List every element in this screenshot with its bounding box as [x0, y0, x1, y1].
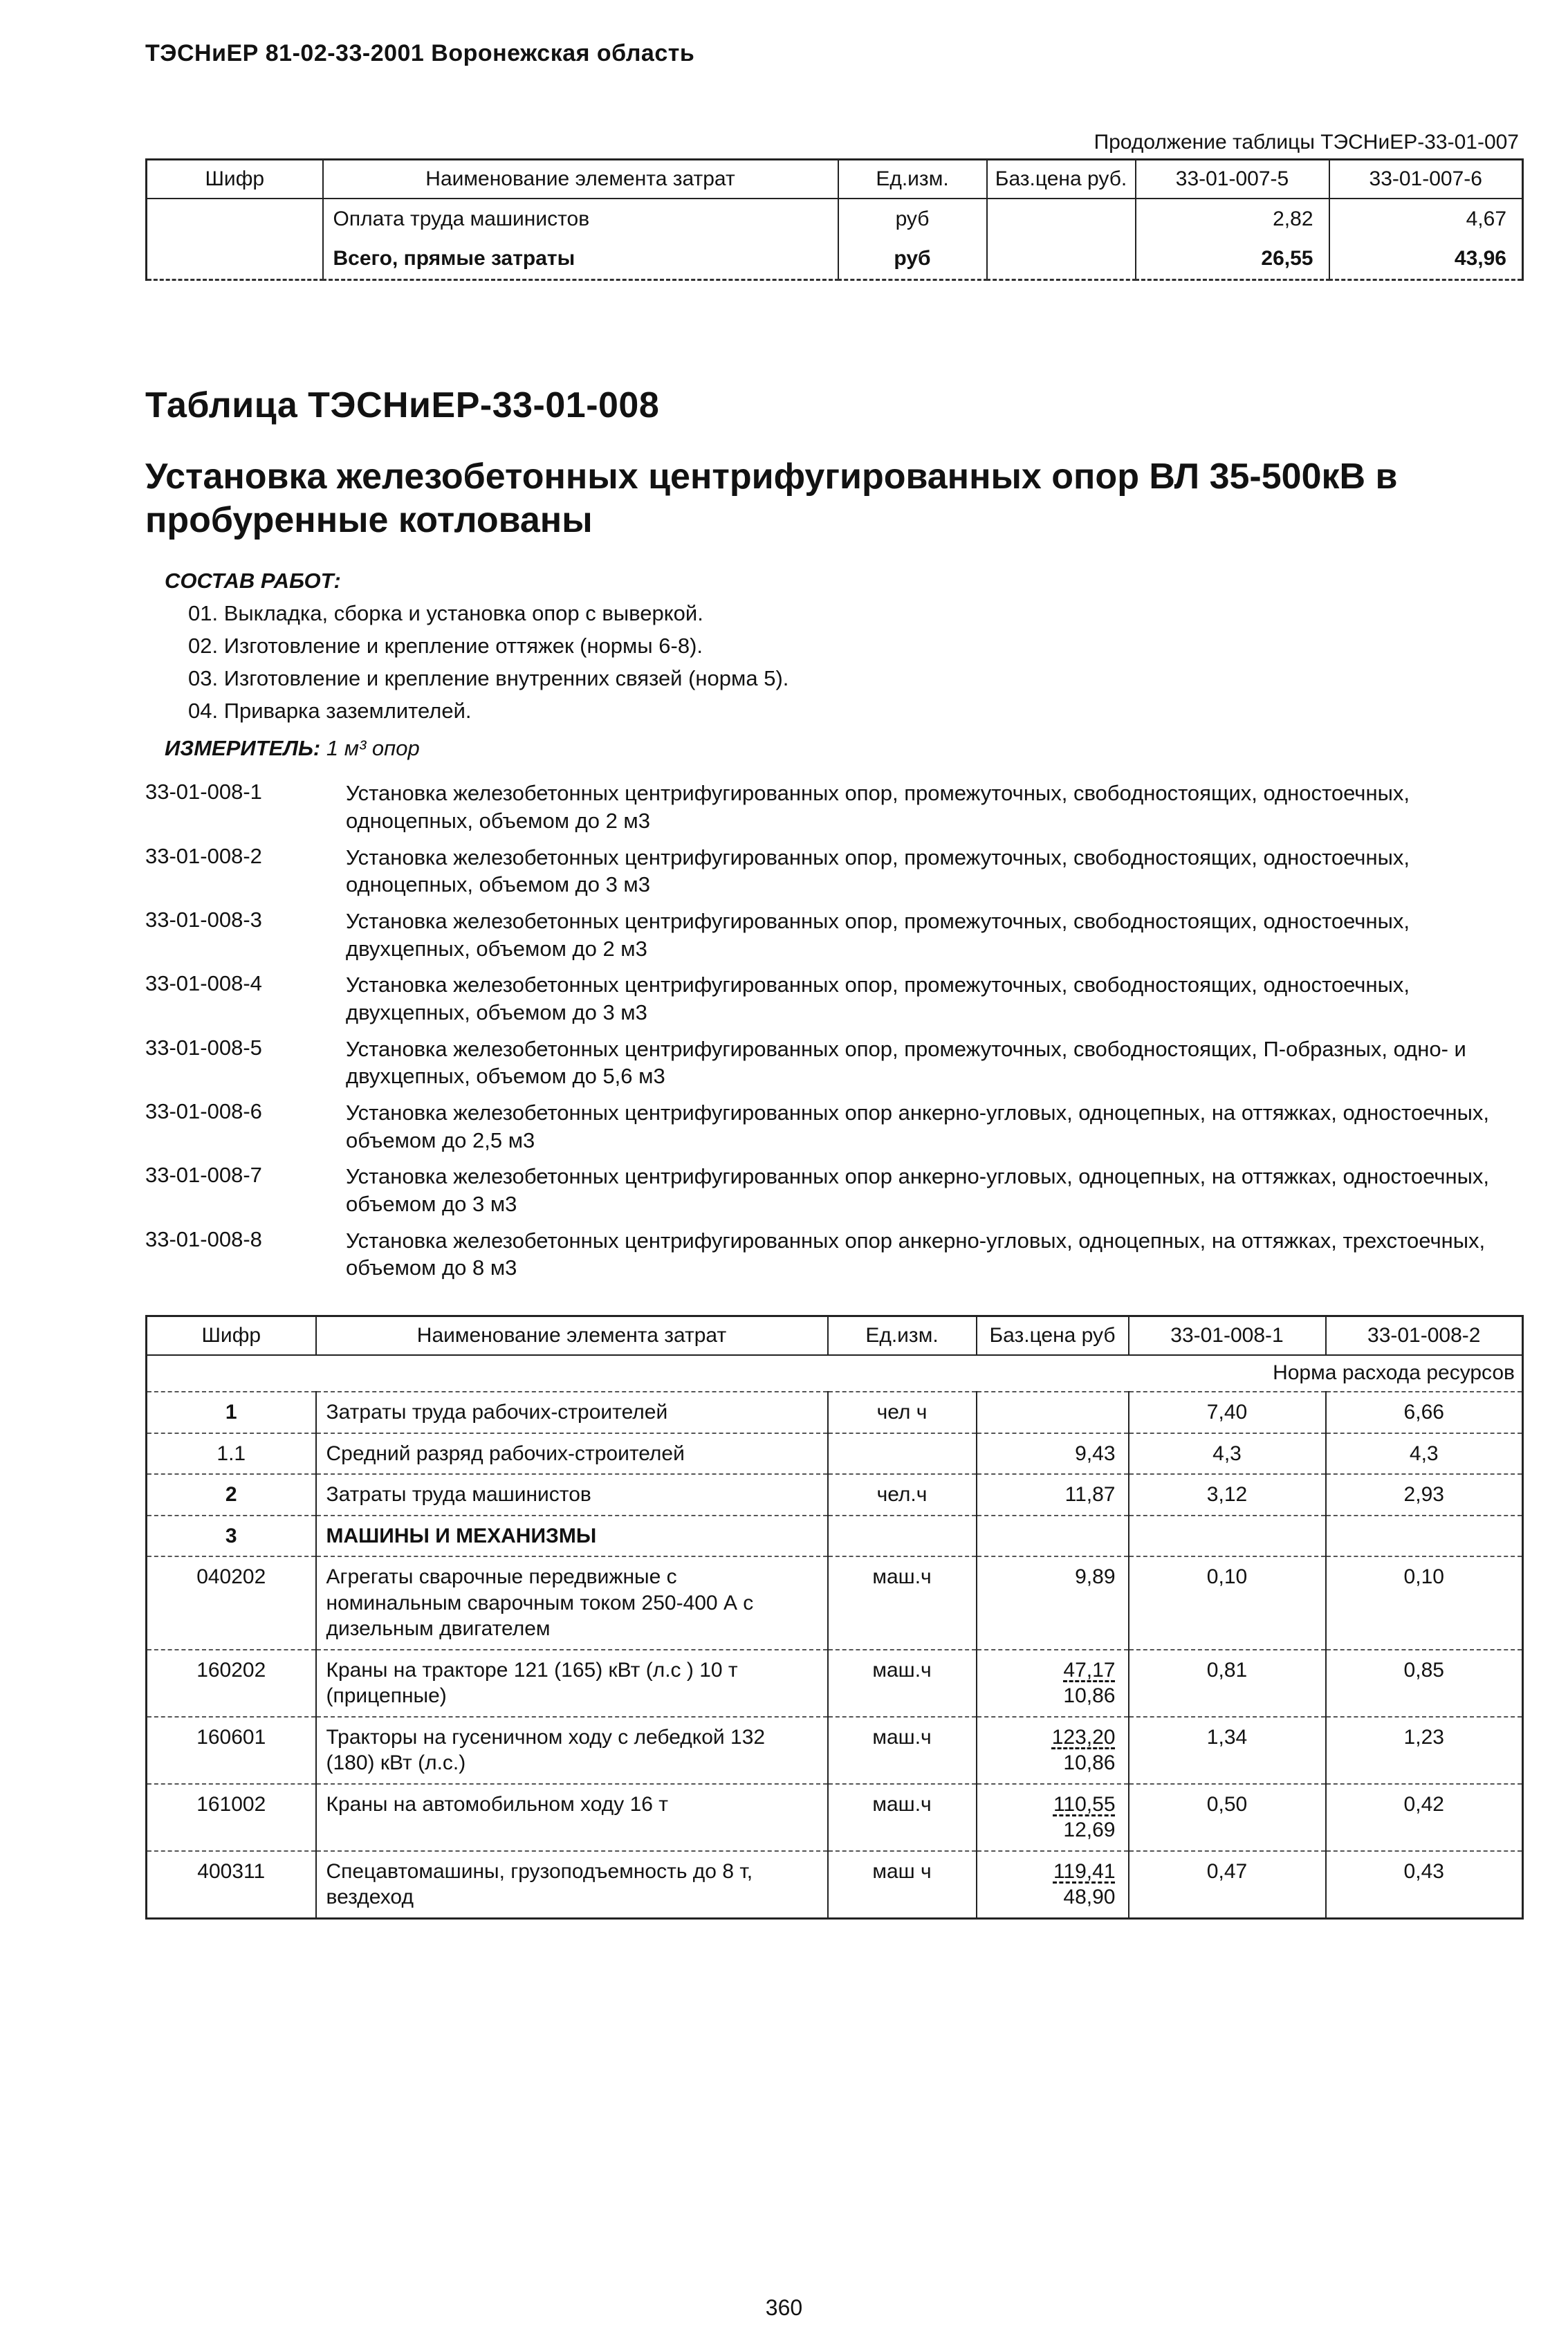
item-text: Установка железобетонных центрифугированных опор, промежуточных, свободностоящих, одностоечных, одноцепных, объемом до 3 м3 [346, 845, 1410, 897]
cell-name: МАШИНЫ И МЕХАНИЗМЫ [316, 1516, 828, 1557]
cell-value-1: 4,3 [1129, 1433, 1326, 1475]
cell-value-2: 0,43 [1326, 1851, 1523, 1919]
list-item [145, 1099, 1522, 1154]
cell-value-2: 4,3 [1326, 1433, 1523, 1475]
document-header: ТЭСНиЕР 81-02-33-2001 Воронежская область [145, 40, 695, 66]
section-title: Установка железобетонных центрифугированных опор ВЛ 35-500кВ в пробуренные котлованы [145, 456, 1398, 540]
cell-base-price: 11,87 [977, 1474, 1129, 1516]
cell-base-price: 119,41 48,90 [977, 1851, 1129, 1919]
column-header-unit: Ед.изм. [838, 160, 987, 199]
column-header-007-6: 33-01-007-6 [1329, 160, 1523, 199]
item-code: 33-01-008-4 [145, 971, 262, 996]
table-header-row [147, 1316, 1523, 1355]
continuation-note: Продолжение таблицы ТЭСНиЕР-33-01-007 [1094, 131, 1519, 154]
cell-code: 040202 [147, 1556, 316, 1650]
table-row [147, 1474, 1523, 1516]
cell-base-price: 123,20 10,86 [977, 1717, 1129, 1784]
cell-base-price: 9,43 [977, 1433, 1129, 1475]
cell-code: 1 [147, 1392, 316, 1433]
item-text: Установка железобетонных центрифугированных опор, промежуточных, свободностоящих, одностоечных, одноцепных, объемом до 2 м3 [346, 781, 1410, 834]
table-tesnier-33-01-007-continued [145, 158, 1524, 281]
cell-unit: чел ч [828, 1392, 977, 1433]
cell-value-1 [1129, 1516, 1326, 1557]
cell-code [147, 239, 323, 279]
measure-value: 1 м³ опор [326, 736, 420, 761]
item-text: Установка железобетонных центрифугированных опор, промежуточных, свободностоящих, П-образных, одно- и двухцепных, объемом до 5,6 м3 [346, 1036, 1466, 1089]
item-code: 33-01-008-1 [145, 780, 262, 804]
work-item: 03. Изготовление и крепление внутренних связей (норма 5). [188, 666, 789, 691]
measure-line [165, 736, 1522, 761]
cell-value-2: 0,42 [1326, 1784, 1523, 1851]
list-item [145, 1227, 1522, 1282]
cell-name: Затраты труда рабочих-строителей [316, 1392, 828, 1433]
cell-value-1: 0,10 [1129, 1556, 1326, 1650]
item-code: 33-01-008-7 [145, 1163, 262, 1188]
list-item [145, 780, 1522, 834]
cell-code: 1.1 [147, 1433, 316, 1475]
item-text: Установка железобетонных центрифугированных опор, промежуточных, свободностоящих, одностоечных, двухцепных, объемом до 3 м3 [346, 973, 1410, 1025]
cell-base-price: 110,55 12,69 [977, 1784, 1129, 1851]
work-item: 02. Изготовление и крепление оттяжек (нормы 6-8). [188, 634, 703, 659]
cell-name: Краны на тракторе 121 (165) кВт (л.с ) 10 т (прицепные) [316, 1650, 828, 1717]
item-code: 33-01-008-3 [145, 908, 262, 932]
cell-value-1: 1,34 [1129, 1717, 1326, 1784]
cell-value-2: 1,23 [1326, 1717, 1523, 1784]
cell-value-1: 7,40 [1129, 1392, 1326, 1433]
list-item [145, 971, 1522, 1026]
table-row [147, 1784, 1523, 1851]
cell-value-1: 0,47 [1129, 1851, 1326, 1919]
work-item: 01. Выкладка, сборка и установка опор с выверкой. [188, 601, 703, 626]
list-item [145, 908, 1522, 962]
item-text: Установка железобетонных центрифугированных опор анкерно-угловых, одноцепных, на оттяжках, трехстоечных, объемом до 8 м3 [346, 1228, 1486, 1280]
resources-note: Норма расхода ресурсов [147, 1355, 1523, 1392]
table-row [147, 1392, 1523, 1433]
cell-code: 3 [147, 1516, 316, 1557]
column-header-unit: Ед.изм. [828, 1316, 977, 1355]
cell-name: Средний разряд рабочих-строителей [316, 1433, 828, 1475]
table-row [147, 1556, 1523, 1650]
cell-name: Краны на автомобильном ходу 16 т [316, 1784, 828, 1851]
works-composition-label: СОСТАВ РАБОТ: [165, 569, 341, 593]
cell-code: 400311 [147, 1851, 316, 1919]
resources-note-row [147, 1355, 1523, 1392]
cell-value-1: 2,82 [1136, 199, 1329, 239]
cell-value-2 [1326, 1516, 1523, 1557]
item-text: Установка железобетонных центрифугированных опор, промежуточных, свободностоящих, одностоечных, двухцепных, объемом до 2 м3 [346, 909, 1410, 961]
column-header-name: Наименование элемента затрат [323, 160, 838, 199]
item-code: 33-01-008-2 [145, 843, 262, 868]
cell-value-1: 0,81 [1129, 1650, 1326, 1717]
cell-value-1: 26,55 [1136, 239, 1329, 279]
cell-base-price: 9,89 [977, 1556, 1129, 1650]
column-header-007-5: 33-01-007-5 [1136, 160, 1329, 199]
item-text: Установка железобетонных центрифугированных опор анкерно-угловых, одноцепных, на оттяжках, одностоечных, объемом до 3 м3 [346, 1164, 1490, 1217]
column-header-base-price: Баз.цена руб [977, 1316, 1129, 1355]
cell-unit: руб [838, 199, 987, 239]
cell-base-price: 47,17 10,86 [977, 1650, 1129, 1717]
item-code: 33-01-008-6 [145, 1099, 262, 1124]
cell-value-2: 6,66 [1326, 1392, 1523, 1433]
item-code: 33-01-008-8 [145, 1226, 262, 1251]
cell-code: 160601 [147, 1717, 316, 1784]
cell-unit [828, 1433, 977, 1475]
page-number: 360 [765, 2295, 803, 2320]
table-row-section [147, 1516, 1523, 1557]
table-label: Таблица ТЭСНиЕР-33-01-008 [145, 385, 660, 425]
table-row-total [147, 239, 1523, 279]
column-header-code: Шифр [147, 1316, 316, 1355]
list-item [145, 1163, 1522, 1217]
table-row [147, 199, 1523, 239]
cell-value-2: 2,93 [1326, 1474, 1523, 1516]
table-row [147, 1433, 1523, 1475]
cell-value-2: 0,85 [1326, 1650, 1523, 1717]
cell-code: 161002 [147, 1784, 316, 1851]
cell-code: 160202 [147, 1650, 316, 1717]
cell-name: Агрегаты сварочные передвижные с номинальным сварочным током 250-400 А с дизельным двигателем [316, 1556, 828, 1650]
cell-base-price [987, 239, 1136, 279]
cell-value-1: 0,50 [1129, 1784, 1326, 1851]
cell-value-2: 4,67 [1329, 199, 1523, 239]
cell-name: Всего, прямые затраты [323, 239, 838, 279]
cell-name: Оплата труда машинистов [323, 199, 838, 239]
cell-name: Спецавтомашины, грузоподъемность до 8 т, вездеход [316, 1851, 828, 1919]
table-row [147, 1717, 1523, 1784]
cell-unit: маш.ч [828, 1650, 977, 1717]
norm-items-list [145, 771, 1522, 1282]
cell-code [147, 199, 323, 239]
cell-base-price [987, 199, 1136, 239]
cell-value-1: 3,12 [1129, 1474, 1326, 1516]
measure-label: ИЗМЕРИТЕЛЬ: [165, 736, 321, 761]
cell-unit: маш.ч [828, 1556, 977, 1650]
cell-base-price [977, 1516, 1129, 1557]
column-header-base-price: Баз.цена руб. [987, 160, 1136, 199]
cell-value-2: 43,96 [1329, 239, 1523, 279]
table-row [147, 1650, 1523, 1717]
cell-unit: маш.ч [828, 1717, 977, 1784]
table-tesnier-33-01-008 [145, 1315, 1524, 1920]
cell-unit: чел.ч [828, 1474, 977, 1516]
item-code: 33-01-008-5 [145, 1035, 262, 1060]
column-header-008-1: 33-01-008-1 [1129, 1316, 1326, 1355]
cell-unit: маш.ч [828, 1784, 977, 1851]
cell-name: Затраты труда машинистов [316, 1474, 828, 1516]
table-row [147, 1851, 1523, 1919]
item-text: Установка железобетонных центрифугированных опор анкерно-угловых, одноцепных, на оттяжках, одностоечных, объемом до 2,5 м3 [346, 1101, 1490, 1152]
cell-unit: маш ч [828, 1851, 977, 1919]
column-header-008-2: 33-01-008-2 [1326, 1316, 1523, 1355]
column-header-name: Наименование элемента затрат [316, 1316, 828, 1355]
cell-code: 2 [147, 1474, 316, 1516]
cell-unit [828, 1516, 977, 1557]
list-item [145, 1036, 1522, 1090]
work-item: 04. Приварка заземлителей. [188, 699, 472, 724]
cell-unit: руб [838, 239, 987, 279]
table-header-row [147, 160, 1523, 199]
cell-base-price [977, 1392, 1129, 1433]
column-header-code: Шифр [147, 160, 323, 199]
list-item [145, 844, 1522, 899]
cell-value-2: 0,10 [1326, 1556, 1523, 1650]
cell-name: Тракторы на гусеничном ходу с лебедкой 132 (180) кВт (л.с.) [316, 1717, 828, 1784]
